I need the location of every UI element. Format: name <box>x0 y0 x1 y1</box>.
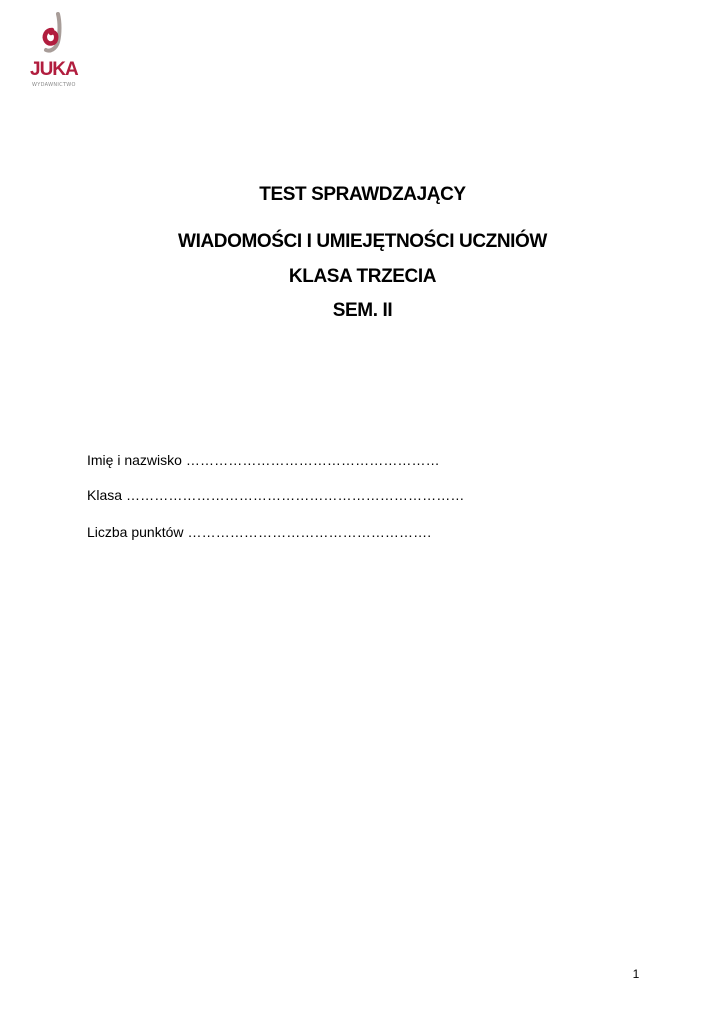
points-field[interactable] <box>87 524 431 540</box>
class-field-label: Klasa <box>87 487 123 503</box>
logo-subtitle-text: WYDAWNICTWO <box>32 82 76 88</box>
juka-logo-mark-icon <box>38 12 70 54</box>
class-heading: KLASA TRZECIA <box>288 266 437 287</box>
semester-heading: SEM. II <box>332 300 393 321</box>
page-number: 1 <box>632 967 640 981</box>
test-title: TEST SPRAWDZAJĄCY <box>259 184 466 205</box>
logo-brand-text: JUKA <box>30 59 78 80</box>
publisher-logo <box>28 12 86 88</box>
points-field-label: Liczba punktów <box>87 524 184 540</box>
class-field[interactable] <box>87 487 464 503</box>
test-subtitle: WIADOMOŚCI I UMIEJĘTNOŚCI UCZNIÓW <box>178 231 547 252</box>
name-field[interactable] <box>87 452 440 468</box>
name-field-label: Imię i nazwisko <box>87 452 182 468</box>
points-field-dots: ……………………………………………. <box>187 524 432 540</box>
name-field-dots: ……………………………………………… <box>185 452 440 468</box>
class-field-dots: ……………………………………………………………… <box>126 487 465 503</box>
